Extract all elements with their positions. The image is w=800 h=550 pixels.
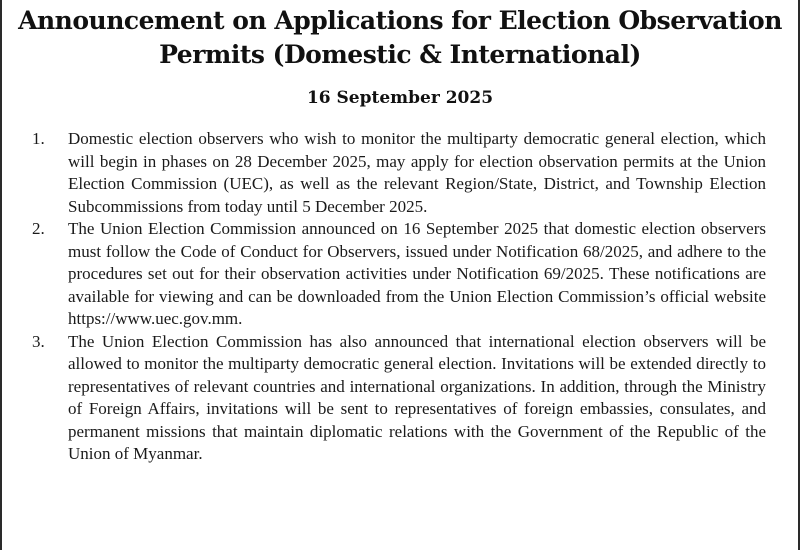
item-text: Domestic election observers who wish to monitor the multiparty democratic general election, which will begin in phases on 28 December 2025, may apply for election observation permits at the Union Election Commission (UEC), as well as the relevant Region/State, District, and Township Election Subcommissions from today until 5 December 2025.	[68, 129, 766, 216]
item-number: 3.	[32, 331, 45, 351]
announcement-item-3	[30, 331, 766, 466]
announcement-item-1	[30, 128, 766, 218]
page-border-left	[0, 0, 2, 550]
announcement-date: 16 September 2025	[306, 88, 494, 108]
announcement-title: Announcement on Applications for Election Observation Permits (Domestic & International)	[18, 6, 782, 69]
announcement-item-2	[30, 218, 766, 331]
announcement-items	[30, 128, 766, 466]
item-text: The Union Election Commission has also announced that international election observers will be allowed to monitor the multiparty democratic general election. Invitations will be extended directly to representatives of relevant countries and international organizations. In addition, through the Ministry of Foreign Affairs, invitations will be sent to representatives of foreign embassies, consulates, and permanent missions that maintain diplomatic relations with the Government of the Republic of the Union of Myanmar.	[68, 331, 766, 463]
item-text: The Union Election Commission announced on 16 September 2025 that domestic election observers must follow the Code of Conduct for Observers, issued under Notification 68/2025, and adhere to the procedures set out for their observation activities under Notification 69/2025. These notifications are available for viewing and can be downloaded from the Union Election Commission’s official website https://www.uec.gov.mm.	[68, 219, 766, 328]
item-number: 1.	[32, 129, 45, 148]
item-number: 2.	[32, 219, 45, 238]
